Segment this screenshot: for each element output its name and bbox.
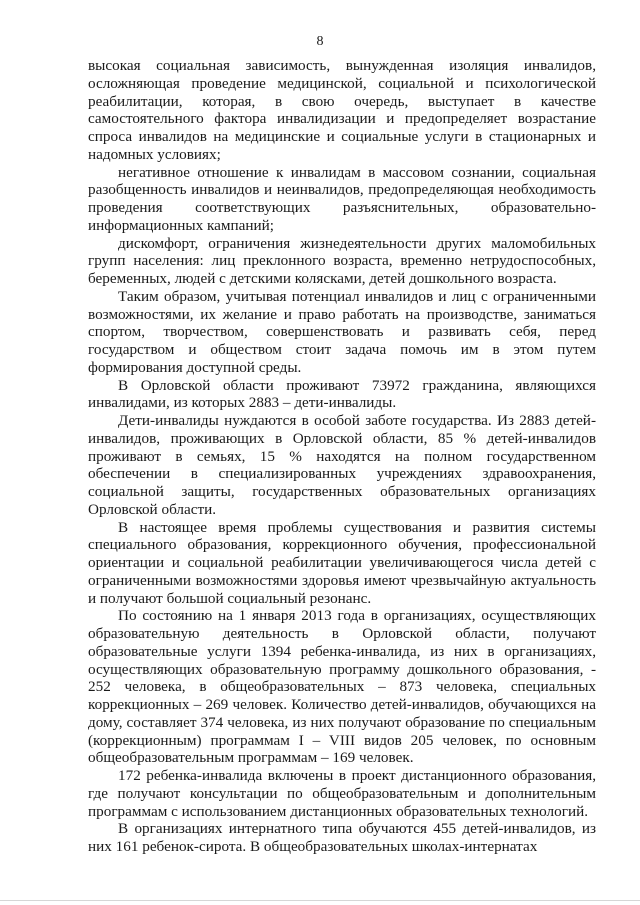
page-number: 8 xyxy=(316,34,324,49)
paragraph: 172 ребенка-инвалида включены в проект дистанционного образования, где получают консультации по общеобразовательным и дополнительным программам с использованием дистанционных образовательных технологий. xyxy=(88,767,596,820)
paragraph: В организациях интернатного типа обучаются 455 детей-инвалидов, из них 161 ребенок-сирота. В общеобразовательных школах-интернатах xyxy=(88,820,596,855)
document-body xyxy=(88,57,596,856)
paragraph: негативное отношение к инвалидам в массовом сознании, социальная разобщенность инвалидов и неинвалидов, предопределяющая необходимость проведения соответствующих разъяснительных, образовательно-информационных кампаний; xyxy=(88,163,596,234)
paragraph: Дети-инвалиды нуждаются в особой заботе государства. Из 2883 детей-инвалидов, проживающих в Орловской области, 85 % детей-инвалидов проживают в семьях, 15 % находятся на полном государственном обеспечении в специализированных учреждениях здравоохранения, социальной защиты, государственных образовательных организациях Орловской области. xyxy=(88,412,596,518)
paragraph: В настоящее время проблемы существования и развития системы специального образования, коррекционного обучения, профессиональной ориентации и социальной реабилитации увеличивающегося числа детей с ограниченными возможностями здоровья имеют чрезвычайную актуальность и получают большой социальный резонанс. xyxy=(88,518,596,607)
paragraph: В Орловской области проживают 73972 гражданина, являющихся инвалидами, из которых 2883 – дети-инвалиды. xyxy=(88,376,596,412)
paragraph: дискомфорт, ограничения жизнедеятельности других маломобильных групп населения: лиц преклонного возраста, временно нетрудоспособных, беременных, людей с детскими колясками, детей дошкольного возраста. xyxy=(88,234,596,287)
paragraph: По состоянию на 1 января 2013 года в организациях, осуществляющих образовательную деятельность в Орловской области, получают образовательные услуги 1394 ребенка-инвалида, из них в организациях, осуществляющих образовательную программу дошкольного образования, - 252 человека, в общеобразовательных – 873 человека, специальных коррекционных – 269 человек. Количество детей-инвалидов, обучающихся на дому, составляет 374 человека, из них получают образование по специальным (коррекционным) программам I – VIII видов 205 человек, по основным общеобразовательным программам – 169 человек. xyxy=(88,607,596,767)
page-bottom-edge xyxy=(0,900,640,901)
paragraph: высокая социальная зависимость, вынужденная изоляция инвалидов, осложняющая проведение медицинской, социальной и психологической реабилитации, которая, в свою очередь, выступает в качестве самостоятельного фактора инвалидизации и предопределяет возрастание спроса инвалидов на медицинские и социальные услуги в стационарных и надомных условиях; xyxy=(88,57,596,163)
paragraph: Таким образом, учитывая потенциал инвалидов и лиц с ограниченными возможностями, их желание и право работать на производстве, заниматься спортом, творчеством, совершенствовать и развивать себя, перед государством и обществом стоит задача помочь им в этом путем формирования доступной среды. xyxy=(88,287,596,376)
